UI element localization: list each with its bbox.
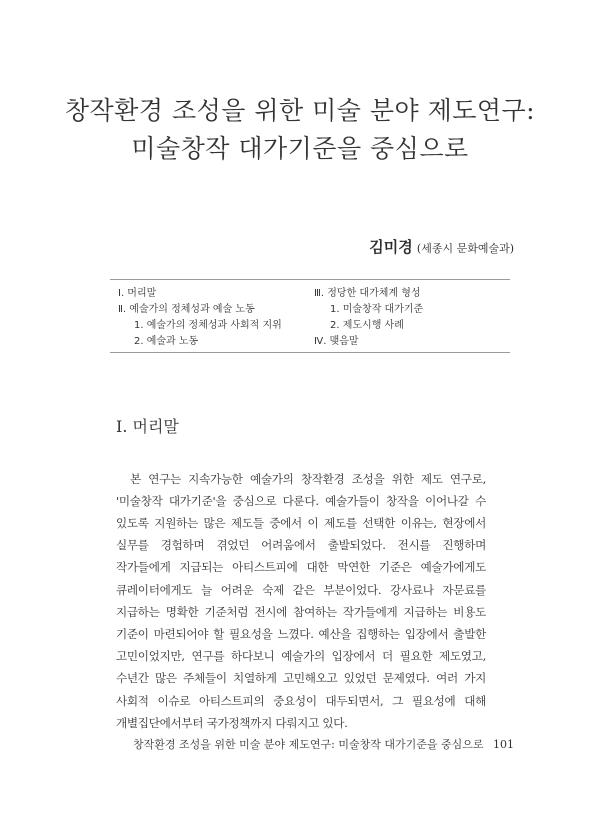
- toc-item: Ⅰ. 머리말: [118, 288, 157, 299]
- toc-item: Ⅱ. 예술가의 정체성과 예술 노동: [118, 304, 255, 315]
- author-affiliation: (세종시 문화예술과): [416, 242, 514, 255]
- title-line-2: 미술창작 대가기준을 중심으로: [131, 134, 469, 163]
- title-line-1: 창작환경 조성을 위한 미술 분야 제도연구:: [64, 96, 536, 125]
- toc-subitem: 2. 예술과 노동: [134, 336, 199, 347]
- running-title: 창작환경 조성을 위한 미술 분야 제도연구: 미술창작 대가기준을 중심으로: [133, 738, 484, 751]
- table-of-contents: [110, 279, 510, 353]
- body-paragraph: 본 연구는 지속가능한 예술가의 창작환경 조성을 위한 제도 연구로, '미술창작 대가기준'을 중심으로 다룬다. 예술가들이 창작을 이어나갈 수 있도록 지원하는 많은 제도들 중에서 이 제도를 선택한 이유는, 현장에서 실무를 경험하며 겪었던 어려움에서 출발되었다. 전시를 진행하며 작가들에게 지급되는 아티스트피에 대한 막연한 기준은 예술가에게도 큐레이터에게도 늘 어려운 숙제 같은 부분이었다. 강사료나 자문료를 지급하는 명확한 기준처럼 전시에 참여하는 작가들에게 지급하는 비용도 기준이 마련되어야 할 필요성을 느꼈다. 예산을 집행하는 입장에서 출발한 고민이었지만, 연구를 하다보니 예술가의 입장에서 더 필요한 제도였고, 수년간 많은 주체들이 치열하게 고민해오고 있었던 문제였다. 여러 가지 사회적 이슈로 아티스트피의 중요성이 대두되면서, 그 필요성에 대해 개별집단에서부터 국가정책까지 다뤄지고 있다.: [116, 471, 486, 730]
- toc-subitem: 2. 제도시행 사례: [330, 320, 404, 331]
- section-heading: Ⅰ. 머리말: [116, 417, 179, 436]
- paper-title: [0, 92, 600, 168]
- page-footer: [133, 736, 514, 752]
- toc-item: Ⅲ. 정당한 대가체계 형성: [314, 288, 421, 299]
- toc-right-column: [314, 286, 423, 350]
- author-block: [369, 236, 514, 257]
- toc-item: Ⅳ. 맺음말: [314, 336, 359, 347]
- page-number: 101: [493, 738, 514, 751]
- author-name: 김미경: [369, 238, 413, 256]
- toc-subitem: 1. 미술창작 대가기준: [330, 304, 424, 315]
- toc-subitem: 1. 예술가의 정체성과 사회적 지위: [134, 320, 282, 331]
- toc-left-column: [118, 286, 282, 350]
